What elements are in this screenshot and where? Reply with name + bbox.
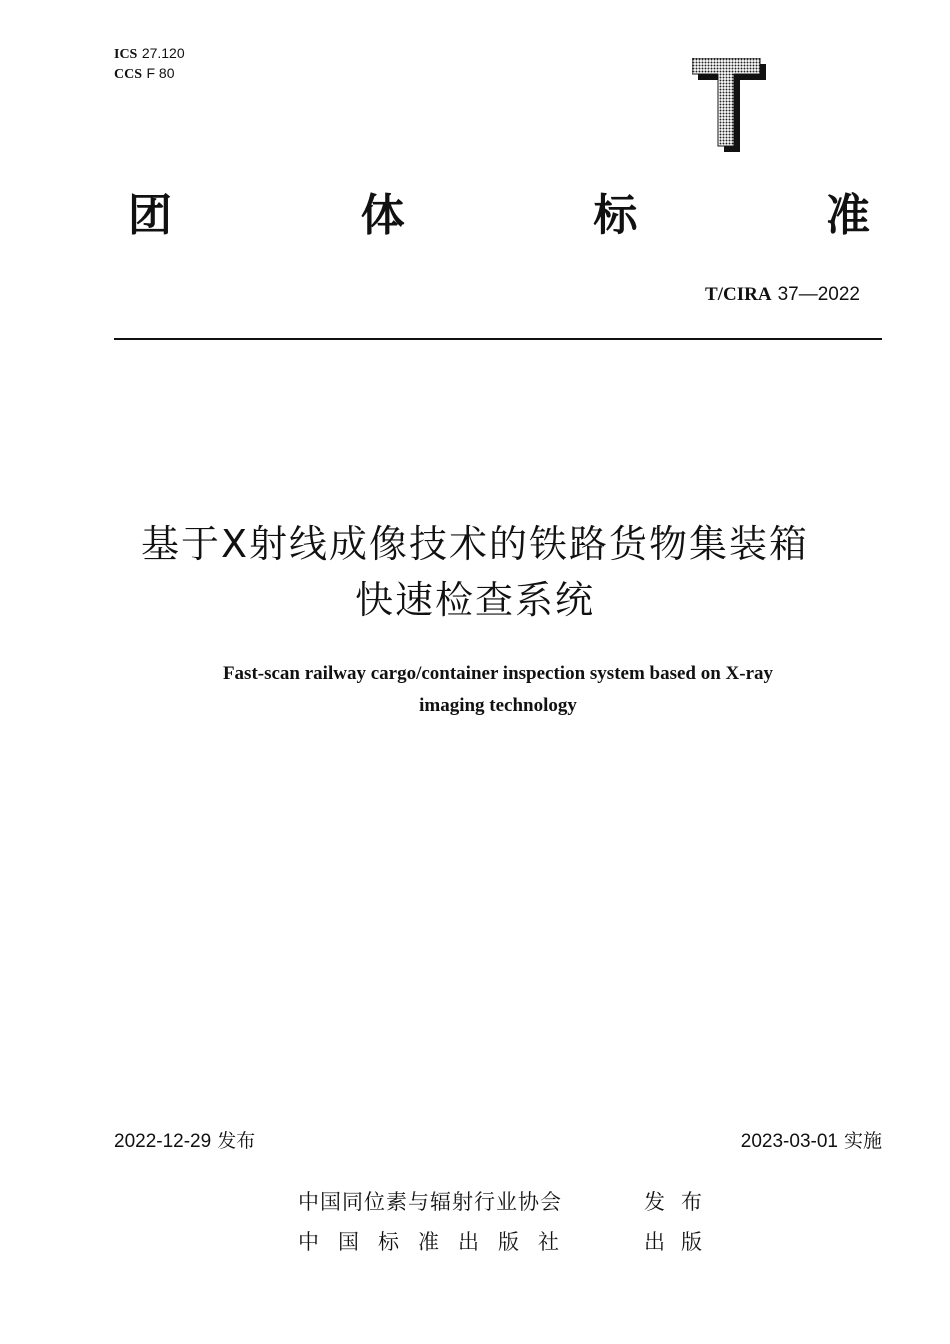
publisher-name: 中国标准出版社: [298, 1230, 578, 1254]
issue-date-value: 2022-12-29: [114, 1131, 212, 1152]
ccs-code: [114, 64, 185, 84]
header-divider: [114, 338, 882, 340]
implementation-date-word: 实施: [843, 1130, 882, 1152]
ccs-label: CCS: [114, 67, 143, 82]
classification-codes: [114, 44, 185, 84]
title-chinese-line-1: 基于X射线成像技术的铁路货物集装箱: [140, 522, 810, 566]
standard-number: [705, 282, 860, 307]
issuer-name: 中国同位素与辐射行业协会: [298, 1190, 562, 1214]
implementation-date: [741, 1128, 882, 1155]
standard-t-logo-icon: [692, 58, 766, 152]
ics-code: [114, 44, 185, 64]
title-chinese: [0, 516, 950, 628]
issue-date: [114, 1128, 255, 1155]
standard-type-char: 准: [825, 190, 870, 241]
standard-type-char: 团: [128, 190, 172, 241]
publisher-row: [298, 1228, 718, 1256]
standard-type-heading: [128, 188, 870, 244]
issuer-role: 发布: [644, 1190, 718, 1214]
standard-number-value: 37—2022: [777, 284, 860, 305]
implementation-date-value: 2023-03-01: [740, 1131, 838, 1152]
title-english: [0, 658, 950, 722]
publisher-role: 出版: [644, 1230, 718, 1254]
title-english-line-1: Fast-scan railway cargo/container inspection system based on X-ray: [222, 663, 774, 684]
ics-value: 27.120: [141, 45, 185, 61]
ics-label: ICS: [114, 47, 138, 62]
title-english-line-2: imaging technology: [419, 695, 577, 716]
issue-date-word: 发布: [217, 1130, 256, 1152]
standard-number-prefix: T/CIRA: [705, 284, 772, 305]
ccs-value: F 80: [146, 65, 175, 81]
issuer-row: [298, 1188, 718, 1216]
title-chinese-line-2: 快速检查系统: [354, 578, 595, 622]
standard-type-char: 体: [360, 190, 405, 241]
standard-type-char: 标: [593, 190, 638, 241]
